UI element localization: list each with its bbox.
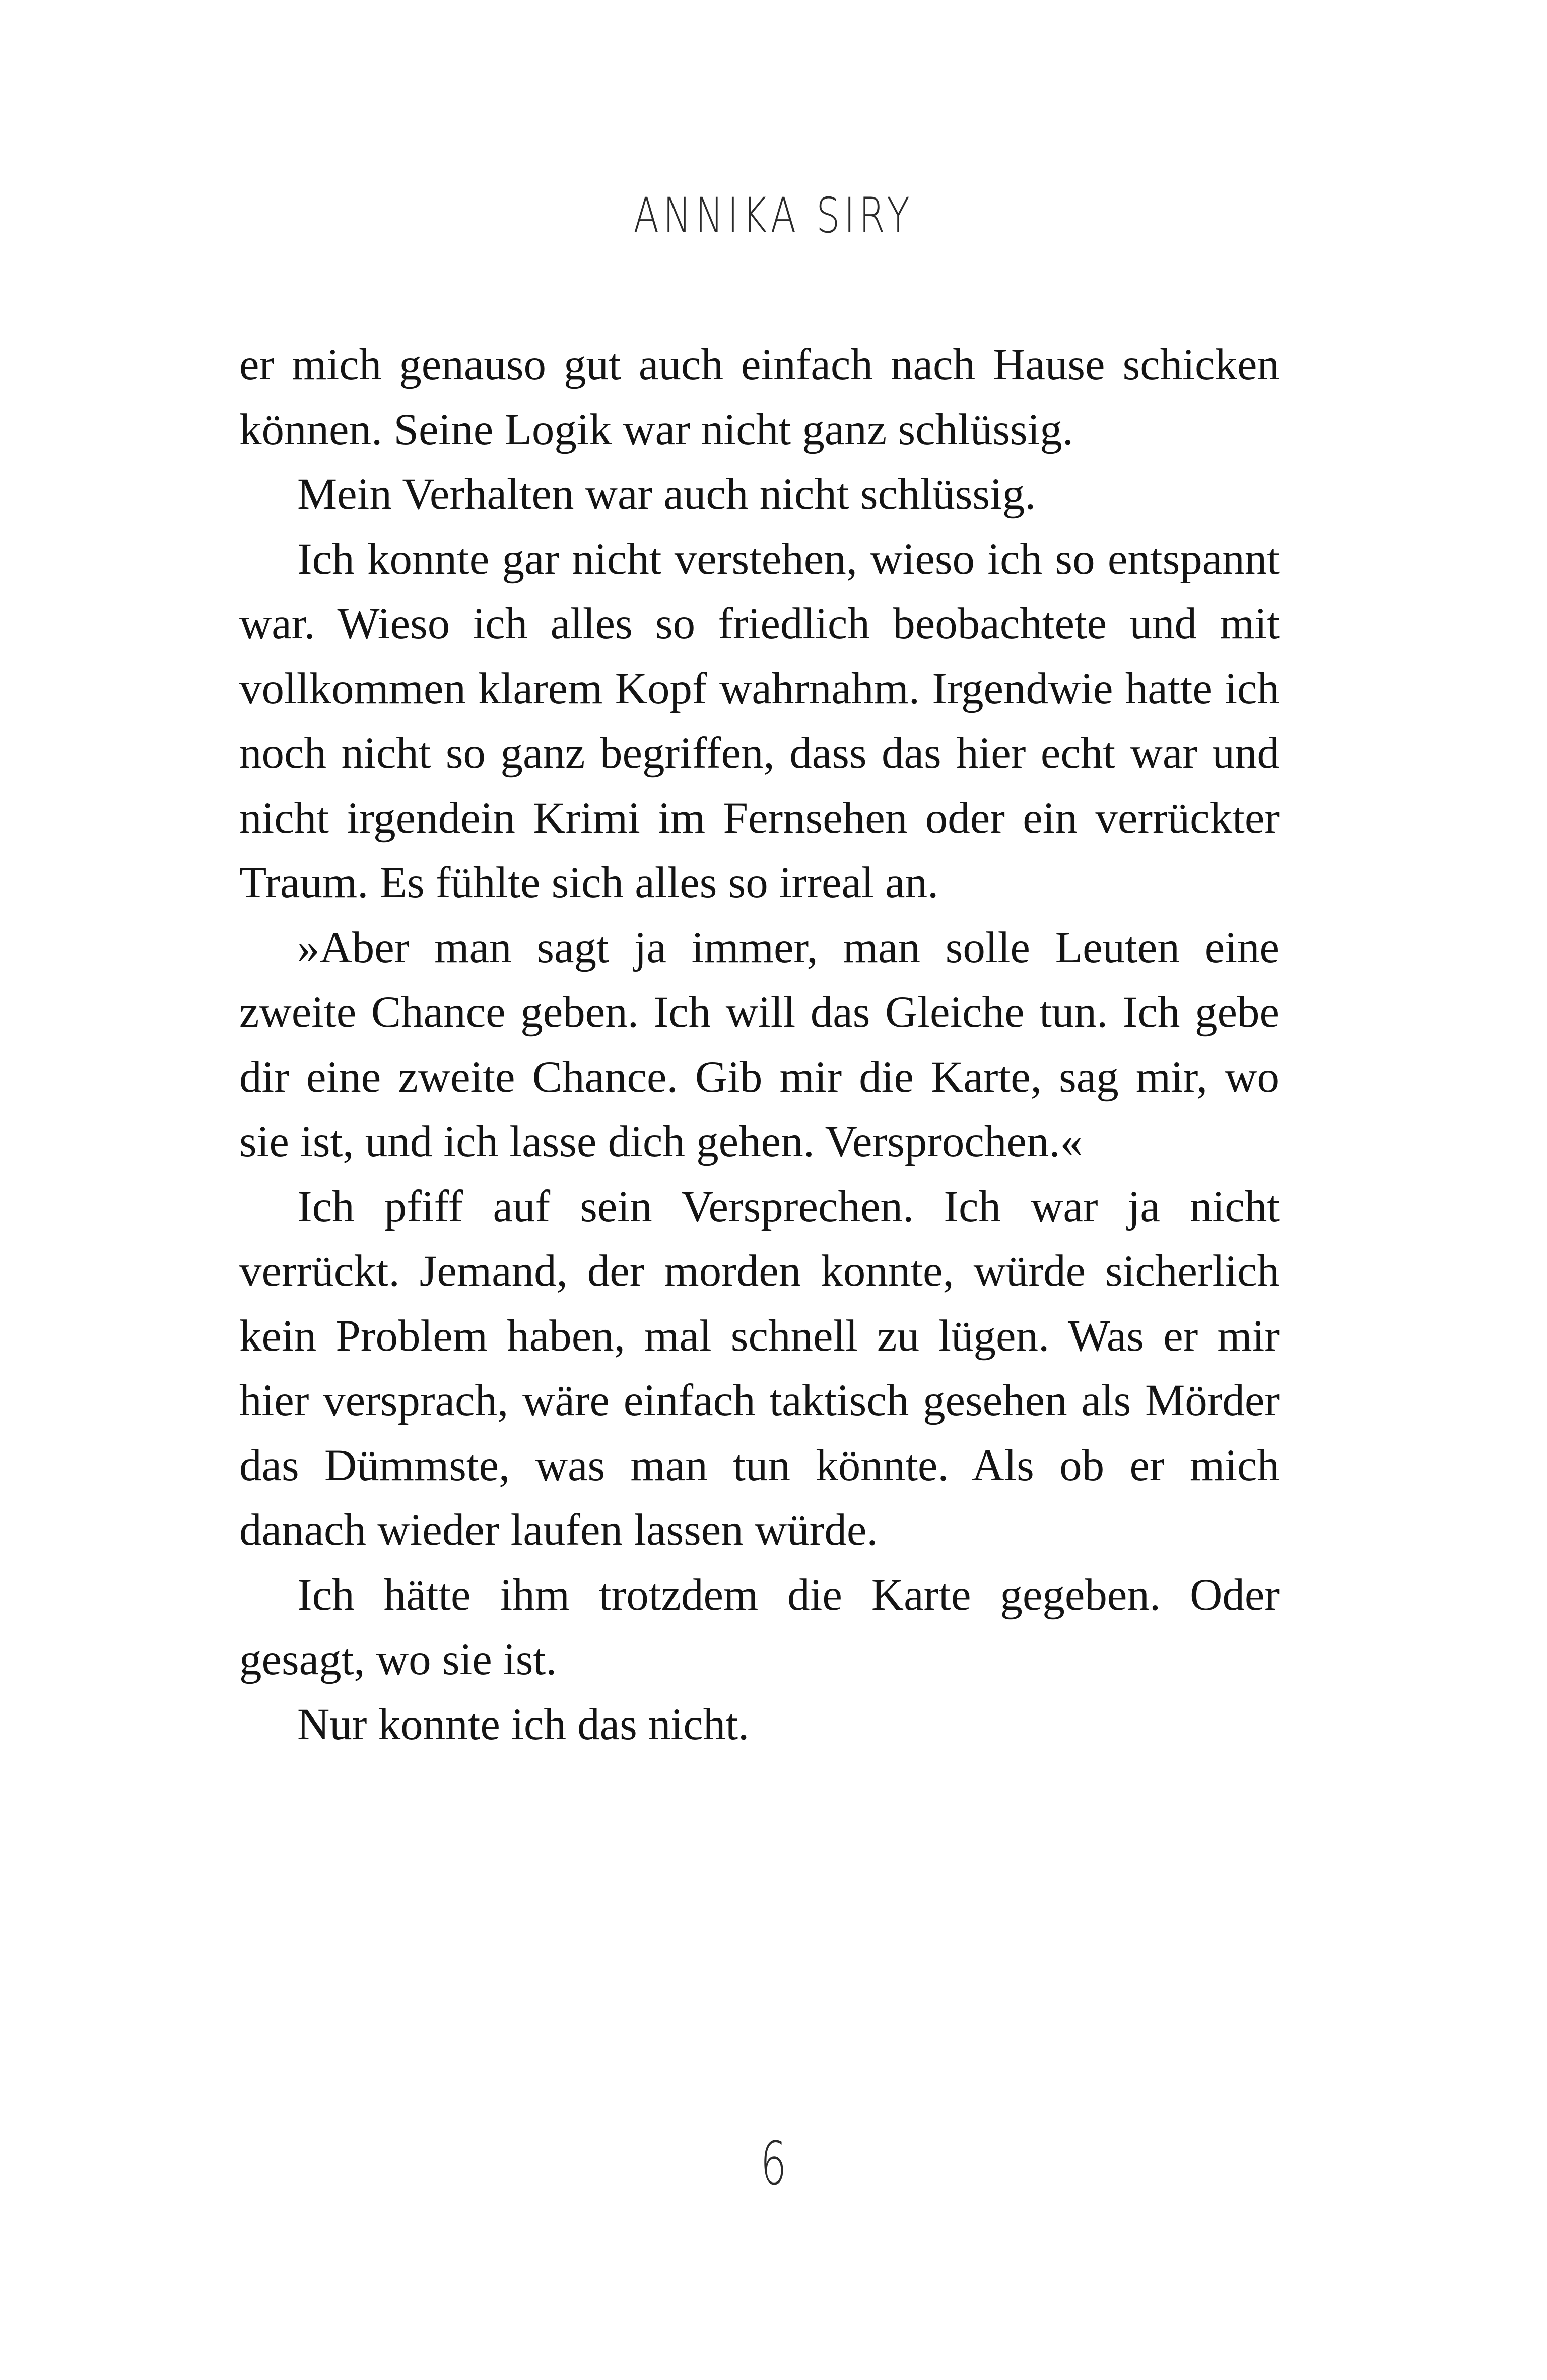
page-number: 6 [760, 2129, 787, 2198]
paragraph: Ich hätte ihm trotzdem die Karte gegeben. Oder gesagt, wo sie ist. [239, 1570, 1280, 1684]
body-text [239, 333, 1280, 1757]
paragraph: Nur konnte ich das nicht. [297, 1699, 750, 1749]
running-header-author: ANNIKA SIRY [633, 187, 914, 244]
paragraph: Mein Verhalten war auch nicht schlüssig. [297, 470, 1036, 519]
paragraph: »Aber man sagt ja immer, man solle Leuten eine zweite Chance geben. Ich will das Gleiche tun. Ich gebe dir eine zweite Chance. Gib mir die Karte, sag mir, wo sie ist, und ich lasse dich gehen. Versprochen.« [239, 922, 1280, 1166]
paragraph: Ich konnte gar nicht verstehen, wieso ich so entspannt war. Wieso ich alles so friedlich beobachtete und mit vollkommen klarem Kopf wahrnahm. Irgendwie hatte ich noch nicht so ganz begriffen, dass das hier echt war und nicht irgendein Krimi im Fernsehen oder ein verrückter Traum. Es fühlte sich alles so irreal an. [239, 534, 1280, 907]
paragraph-continuation: er mich genauso gut auch einfach nach Hause schicken können. Seine Logik war nicht ganz schlüssig. [239, 340, 1280, 454]
paragraph: Ich pfiff auf sein Versprechen. Ich war ja nicht verrückt. Jemand, der morden konnte, würde sicherlich kein Problem haben, mal schnell zu lügen. Was er mir hier versprach, wäre einfach taktisch gesehen als Mörder das Dümmste, was man tun könnte. Als ob er mich danach wieder laufen lassen würde. [239, 1181, 1280, 1555]
